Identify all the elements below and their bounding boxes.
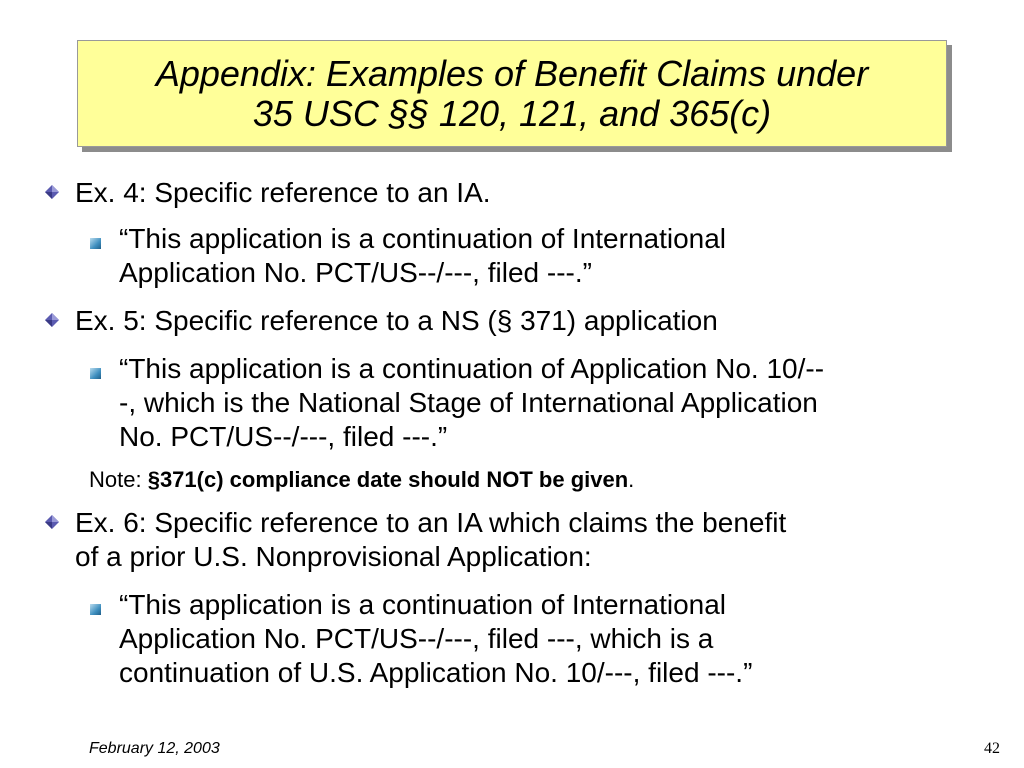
sub-line: No. PCT/US--/---, filed ---.” [119, 421, 448, 452]
sub-line: “This application is a continuation of International [119, 589, 727, 620]
sub-line: “This application is a continuation of Application No. 10/-- [119, 353, 825, 384]
diamond-bullet-icon [45, 515, 59, 529]
square-bullet-icon [90, 368, 101, 379]
sub-bullet-ex5 [119, 352, 999, 454]
bullet-ex6 [75, 506, 786, 574]
bullet-ex4 [75, 176, 491, 210]
bullet-ex5 [75, 304, 718, 338]
slide-title-box [77, 40, 947, 147]
slide-title-line-1: Appendix: Examples of Benefit Claims under [155, 52, 869, 94]
sub-line: -, which is the National Stage of International Application [119, 387, 818, 418]
sub-bullet-ex4 [119, 222, 999, 290]
bullet-ex6-line: Ex. 6: Specific reference to an IA which claims the benefit [75, 507, 787, 538]
sub-line: “This application is a continuation of International [119, 223, 727, 254]
note-bold: §371(c) compliance date should NOT be given [147, 467, 629, 492]
sub-line: Application No. PCT/US--/---, filed ---, which is a [119, 623, 714, 654]
diamond-bullet-icon [45, 185, 59, 199]
bullet-ex6-line: of a prior U.S. Nonprovisional Application: [75, 541, 592, 572]
sub-line: Application No. PCT/US--/---, filed ---.” [119, 257, 592, 288]
bullet-ex4-text: Ex. 4: Specific reference to an IA. [75, 177, 491, 208]
slide-title-line-2: 35 USC §§ 120, 121, and 365(c) [252, 92, 772, 134]
diamond-bullet-icon [45, 313, 59, 327]
square-bullet-icon [90, 238, 101, 249]
page-number: 42 [984, 740, 1000, 757]
sub-line: continuation of U.S. Application No. 10/---, filed ---.” [119, 657, 753, 688]
note-end: . [628, 467, 635, 492]
footer-date: February 12, 2003 [89, 740, 220, 757]
note-line [89, 465, 634, 495]
note-label: Note: [89, 467, 148, 492]
square-bullet-icon [90, 604, 101, 615]
sub-bullet-ex6 [119, 588, 999, 690]
bullet-ex5-text: Ex. 5: Specific reference to a NS (§ 371) application [75, 305, 718, 336]
